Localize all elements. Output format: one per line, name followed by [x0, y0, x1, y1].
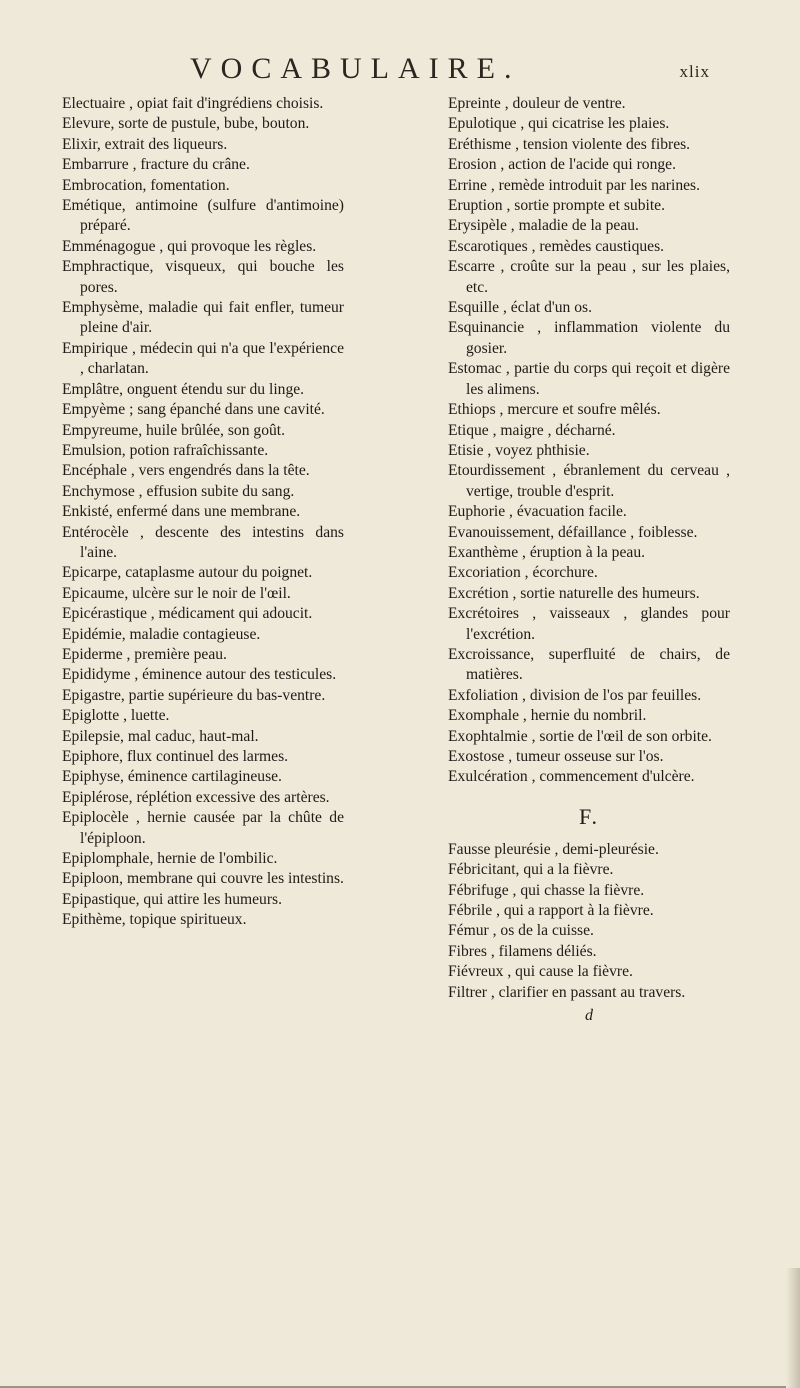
- dictionary-entry: Exfoliation , division de l'os par feuilles.: [448, 686, 702, 704]
- dictionary-entry: Encéphale , vers engendrés dans la tête.: [62, 462, 310, 480]
- dictionary-entry: Excroissance, superfluité de chairs, de matières.: [448, 645, 730, 684]
- page-right-edge-shadow: [786, 1268, 800, 1388]
- dictionary-entry: Exomphale , hernie du nombril.: [448, 707, 647, 725]
- dictionary-entry: Escarre , croûte sur la peau , sur les plaies, etc.: [448, 258, 730, 296]
- dictionary-entry: Euphorie , évacuation facile.: [448, 503, 627, 521]
- dictionary-entry: Epiglotte , luette.: [62, 707, 170, 725]
- dictionary-entry: Epilepsie, mal caduc, haut-mal.: [62, 727, 259, 745]
- dictionary-entry: Epreinte , douleur de ventre.: [448, 95, 626, 112]
- dictionary-entry: Emphractique, visqueux, qui bouche les pores.: [62, 258, 344, 296]
- dictionary-entry: Epiploon, membrane qui couvre les intestins.: [62, 870, 344, 888]
- dictionary-entry: Ethiops , mercure et soufre mêlés.: [448, 401, 661, 419]
- dictionary-entry: Emulsion, potion rafraîchissante.: [62, 441, 269, 459]
- dictionary-entry: Exophtalmie , sortie de l'œil de son orbite.: [448, 727, 712, 745]
- dictionary-entry: Epiplomphale, hernie de l'ombilic.: [62, 850, 278, 868]
- dictionary-entry: Escarotiques , remèdes caustiques.: [448, 237, 665, 255]
- dictionary-entry: Estomac , partie du corps qui reçoit et digère les alimens.: [448, 360, 730, 398]
- dictionary-entry: Esquinancie , inflammation violente du gosier.: [448, 319, 730, 357]
- dictionary-entry: Embrocation, fomentation.: [62, 176, 230, 194]
- dictionary-entry: Esquille , éclat d'un os.: [448, 299, 592, 317]
- dictionary-entry: Emphysème, maladie qui fait enfler, tumeur pleine d'air.: [62, 299, 344, 337]
- dictionary-entry: Epicérastique , médicament qui adoucit.: [62, 605, 313, 623]
- dictionary-entry: Excrétoires , vaisseaux , glandes pour l'excrétion.: [448, 605, 730, 643]
- dictionary-entry: Fébricitant, qui a la fièvre.: [448, 861, 614, 879]
- dictionary-entry: Elixir, extrait des liqueurs.: [62, 135, 228, 153]
- dictionary-entry: Embarrure , fracture du crâne.: [62, 156, 250, 174]
- dictionary-entry: Fébrile , qui a rapport à la fièvre.: [448, 902, 654, 920]
- dictionary-entry: Eréthisme , tension violente des fibres.: [448, 135, 691, 153]
- dictionary-entry: Entérocèle , descente des intestins dans l'aine.: [62, 523, 344, 561]
- dictionary-entry: Exulcération , commencement d'ulcère.: [448, 768, 695, 786]
- page-number: xlix: [679, 62, 710, 81]
- dictionary-entry: Fiévreux , qui cause la fièvre.: [448, 963, 633, 981]
- right-column: [448, 94, 730, 1027]
- dictionary-entry: Empyème ; sang épanché dans une cavité.: [62, 401, 325, 419]
- dictionary-entry: Etourdissement , ébranlement du cerveau , vertige, trouble d'esprit.: [448, 462, 730, 500]
- dictionary-entry: Epicarpe, cataplasme autour du poignet.: [62, 564, 313, 582]
- dictionary-entry: Epidémie, maladie contagieuse.: [62, 625, 261, 643]
- right-column-e-entries: [448, 94, 730, 788]
- section-letter-f: F.: [579, 803, 599, 829]
- dictionary-entry: Epulotique , qui cicatrise les plaies.: [448, 115, 670, 133]
- dictionary-entry: Epithème, topique spiritueux.: [62, 911, 247, 929]
- dictionary-entry: Elevure, sorte de pustule, bube, bouton.: [62, 115, 310, 133]
- signature-mark: d: [585, 1007, 593, 1025]
- dictionary-entry: Empirique , médecin qui n'a que l'expérience , charlatan.: [62, 339, 344, 378]
- dictionary-entry: Exostose , tumeur osseuse sur l'os.: [448, 748, 664, 765]
- dictionary-entry: Excrétion , sortie naturelle des humeurs.: [448, 584, 700, 602]
- dictionary-entry: Emplâtre, onguent étendu sur du linge.: [62, 380, 305, 398]
- dictionary-entry: Erosion , action de l'acide qui ronge.: [448, 156, 676, 174]
- dictionary-entry: Enkisté, enfermé dans une membrane.: [62, 503, 301, 521]
- dictionary-entry: Emétique, antimoine (sulfure d'antimoine) préparé.: [62, 197, 344, 235]
- dictionary-entry: Etisie , voyez phthisie.: [448, 441, 590, 459]
- right-column-f-entries: [448, 840, 730, 1003]
- dictionary-entry: Epiplocèle , hernie causée par la chûte de l'épiploon.: [62, 809, 344, 847]
- dictionary-entry: Fausse pleurésie , demi-pleurésie.: [448, 840, 659, 858]
- dictionary-entry: Epiphyse, éminence cartilagineuse.: [62, 768, 282, 786]
- dictionary-entry: Etique , maigre , décharné.: [448, 421, 616, 439]
- dictionary-entry: Errine , remède introduit par les narines.: [448, 176, 701, 194]
- page-header: [190, 52, 710, 92]
- dictionary-entry: Eruption , sortie prompte et subite.: [448, 197, 665, 215]
- dictionary-entry: Fibres , filamens déliés.: [448, 942, 597, 960]
- dictionary-entry: Epigastre, partie supérieure du bas-ventre.: [62, 686, 326, 704]
- left-column: [62, 94, 344, 931]
- dictionary-entry: Epiplérose, réplétion excessive des artères.: [62, 788, 330, 806]
- dictionary-entry: Epiphore, flux continuel des larmes.: [62, 748, 289, 765]
- dictionary-entry: Epididyme , éminence autour des testicules.: [62, 666, 337, 684]
- page-title: VOCABULAIRE.: [190, 52, 521, 85]
- dictionary-entry: Enchymose , effusion subite du sang.: [62, 482, 295, 500]
- dictionary-entry: Excoriation , écorchure.: [448, 564, 598, 582]
- dictionary-entry: Fébrifuge , qui chasse la fièvre.: [448, 881, 645, 899]
- dictionary-entry: Epicaume, ulcère sur le noir de l'œil.: [62, 584, 291, 602]
- dictionary-entry: Filtrer , clarifier en passant au travers.: [448, 983, 686, 1001]
- dictionary-entry: Fémur , os de la cuisse.: [448, 922, 594, 940]
- dictionary-entry: Epipastique, qui attire les humeurs.: [62, 890, 282, 908]
- dictionary-entry: Empyreume, huile brûlée, son goût.: [62, 421, 286, 439]
- dictionary-entry: Exanthème , éruption à la peau.: [448, 543, 646, 561]
- dictionary-entry: Emménagogue , qui provoque les règles.: [62, 237, 317, 255]
- dictionary-entry: Evanouissement, défaillance , foiblesse.: [448, 523, 698, 541]
- dictionary-entry: Epiderme , première peau.: [62, 645, 227, 663]
- dictionary-entry: Electuaire , opiat fait d'ingrédiens choisis.: [62, 95, 324, 112]
- dictionary-entry: Erysipèle , maladie de la peau.: [448, 217, 639, 235]
